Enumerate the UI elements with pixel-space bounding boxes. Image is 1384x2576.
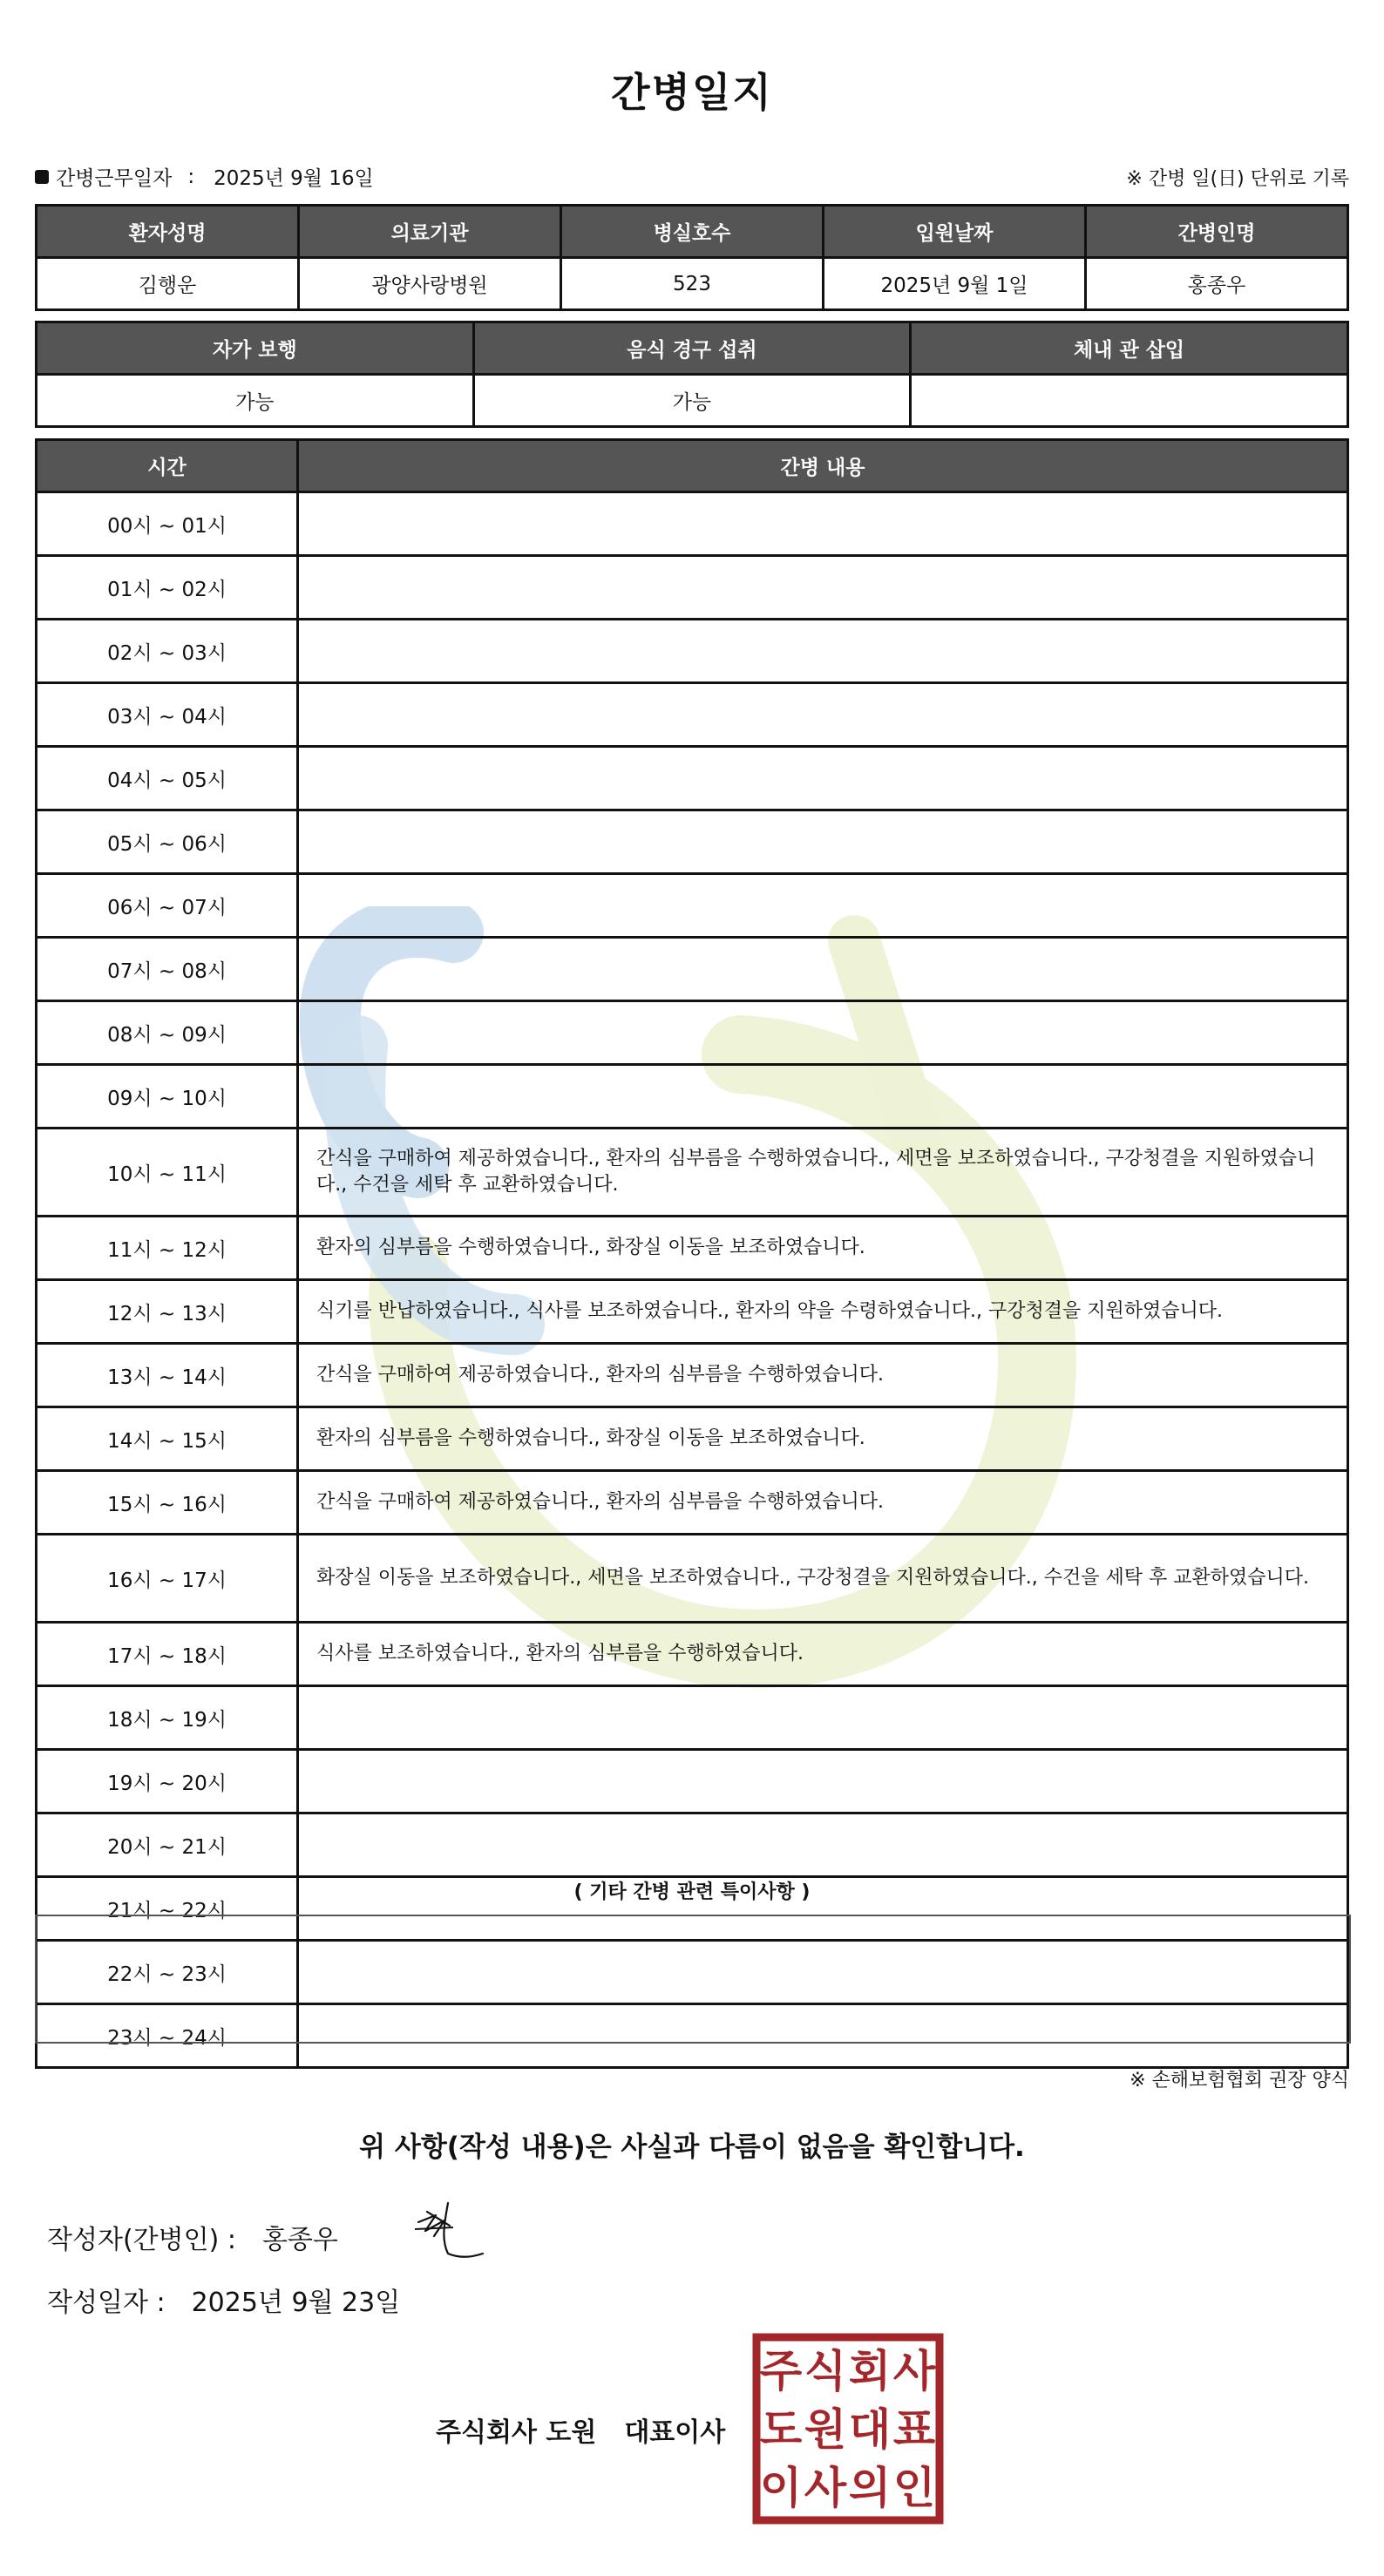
log-time-cell: 07시 ~ 08시 bbox=[37, 938, 298, 1001]
seal-glyph: 인 bbox=[892, 2463, 936, 2513]
seal-glyph: 사 bbox=[804, 2463, 847, 2513]
log-row bbox=[37, 1129, 1348, 1217]
patient-status-table bbox=[35, 321, 1349, 428]
log-content-cell: 간식을 구매하여 제공하였습니다., 환자의 심부름을 수행하였습니다. bbox=[298, 1471, 1348, 1535]
representative-title: 대표이사 bbox=[624, 2417, 726, 2448]
log-time-cell: 17시 ~ 18시 bbox=[37, 1623, 298, 1686]
seal-glyph: 회 bbox=[848, 2346, 892, 2396]
seal-glyph: 대 bbox=[848, 2404, 892, 2455]
patient-info-header-row bbox=[37, 206, 1348, 258]
seal-glyph: 원 bbox=[804, 2404, 847, 2455]
header-room-number: 병실호수 bbox=[561, 206, 824, 258]
seal-glyph: 식 bbox=[804, 2346, 847, 2396]
log-row bbox=[37, 1001, 1348, 1065]
log-time-cell: 03시 ~ 04시 bbox=[37, 683, 298, 747]
confirmation-statement: 위 사항(작성 내용)은 사실과 다름이 없음을 확인합니다. bbox=[359, 2132, 1025, 2163]
log-time-cell: 21시 ~ 22시 bbox=[37, 1877, 298, 1941]
writer-name: 홍종우 bbox=[261, 2225, 338, 2255]
header-time: 시간 bbox=[37, 440, 298, 492]
log-content-cell bbox=[298, 810, 1348, 874]
log-time-cell: 00시 ~ 01시 bbox=[37, 492, 298, 556]
caregiver-name: 홍종우 bbox=[1086, 258, 1348, 310]
header-caregiver-name: 간병인명 bbox=[1086, 206, 1348, 258]
patient-info-table bbox=[35, 204, 1349, 311]
log-content-cell bbox=[298, 1001, 1348, 1065]
log-time-cell: 09시 ~ 10시 bbox=[37, 1065, 298, 1129]
log-row bbox=[37, 1344, 1348, 1407]
work-date-separator: : bbox=[187, 165, 195, 188]
written-date-value: 2025년 9월 23일 bbox=[191, 2288, 401, 2318]
log-content-cell: 환자의 심부름을 수행하였습니다., 화장실 이동을 보조하였습니다. bbox=[298, 1217, 1348, 1280]
log-row bbox=[37, 1813, 1348, 1877]
seal-glyph: 사 bbox=[892, 2346, 936, 2396]
log-time-cell: 16시 ~ 17시 bbox=[37, 1535, 298, 1623]
log-time-cell: 08시 ~ 09시 bbox=[37, 1001, 298, 1065]
log-row bbox=[37, 620, 1348, 683]
room-number: 523 bbox=[561, 258, 824, 310]
special-notes-title: ( 기타 간병 관련 특이사항 ) bbox=[573, 1881, 811, 1903]
log-time-cell: 23시 ~ 24시 bbox=[37, 2004, 298, 2068]
log-time-cell: 13시 ~ 14시 bbox=[37, 1344, 298, 1407]
log-row bbox=[37, 1623, 1348, 1686]
writer-row bbox=[47, 2218, 338, 2256]
log-row bbox=[37, 683, 1348, 747]
header-hospital: 의료기관 bbox=[299, 206, 561, 258]
log-row bbox=[37, 1686, 1348, 1750]
log-content-cell bbox=[298, 556, 1348, 620]
company-seal-stamp bbox=[751, 2332, 945, 2525]
log-time-cell: 20시 ~ 21시 bbox=[37, 1813, 298, 1877]
log-row bbox=[37, 556, 1348, 620]
log-time-cell: 06시 ~ 07시 bbox=[37, 874, 298, 938]
log-body bbox=[37, 492, 1348, 2068]
unit-note: ※ 간병 일(日) 단위로 기록 bbox=[1126, 168, 1349, 190]
log-content-cell bbox=[298, 620, 1348, 683]
recommend-note: ※ 손해보험협회 권장 양식 bbox=[1130, 2070, 1349, 2091]
log-row bbox=[37, 1471, 1348, 1535]
work-date-label: 간병근무일자 bbox=[56, 167, 173, 190]
log-content-cell: 간식을 구매하여 제공하였습니다., 환자의 심부름을 수행하였습니다. bbox=[298, 1344, 1348, 1407]
self-walking-value: 가능 bbox=[37, 375, 474, 427]
log-row bbox=[37, 1217, 1348, 1280]
header-self-walking: 자가 보행 bbox=[37, 322, 474, 375]
log-content-cell bbox=[298, 1065, 1348, 1129]
log-content-cell bbox=[298, 938, 1348, 1001]
work-date-value: 2025년 9월 16일 bbox=[214, 167, 374, 190]
work-date-row bbox=[35, 162, 374, 191]
log-time-cell: 15시 ~ 16시 bbox=[37, 1471, 298, 1535]
seal-glyph: 이 bbox=[759, 2463, 803, 2513]
log-row bbox=[37, 1750, 1348, 1813]
log-content-cell bbox=[298, 874, 1348, 938]
bullet-square-icon bbox=[35, 170, 49, 184]
special-notes-box bbox=[35, 1915, 1351, 2044]
tube-insertion-value bbox=[911, 375, 1348, 427]
hourly-care-log-table bbox=[35, 438, 1349, 2069]
log-time-cell: 04시 ~ 05시 bbox=[37, 747, 298, 810]
log-time-cell: 22시 ~ 23시 bbox=[37, 1941, 298, 2004]
log-row bbox=[37, 1280, 1348, 1344]
log-content-cell: 간식을 구매하여 제공하였습니다., 환자의 심부름을 수행하였습니다., 세면을 보조하였습니다., 구강청결을 지원하였습니다., 수건을 세탁 후 교환하였습니다. bbox=[298, 1129, 1348, 1217]
seal-glyph: 표 bbox=[892, 2404, 936, 2455]
log-time-cell: 01시 ~ 02시 bbox=[37, 556, 298, 620]
log-row bbox=[37, 810, 1348, 874]
log-time-cell: 19시 ~ 20시 bbox=[37, 1750, 298, 1813]
log-content-cell bbox=[298, 1750, 1348, 1813]
log-row bbox=[37, 938, 1348, 1001]
log-content-cell bbox=[298, 1686, 1348, 1750]
log-time-cell: 11시 ~ 12시 bbox=[37, 1217, 298, 1280]
header-tube-insertion: 체내 관 삽입 bbox=[911, 322, 1348, 375]
seal-glyph: 도 bbox=[759, 2404, 803, 2455]
patient-status-value-row bbox=[37, 375, 1348, 427]
log-row bbox=[37, 1407, 1348, 1471]
log-content-cell bbox=[298, 492, 1348, 556]
hospital-name: 광양사랑병원 bbox=[299, 258, 561, 310]
written-date-label: 작성일자 : bbox=[47, 2288, 166, 2318]
log-content-cell bbox=[298, 1813, 1348, 1877]
log-time-cell: 18시 ~ 19시 bbox=[37, 1686, 298, 1750]
log-content-cell bbox=[298, 683, 1348, 747]
patient-status-header-row bbox=[37, 322, 1348, 375]
document-title: 간병일지 bbox=[611, 69, 773, 116]
header-patient-name: 환자성명 bbox=[37, 206, 299, 258]
oral-intake-value: 가능 bbox=[473, 375, 911, 427]
patient-name: 김행운 bbox=[37, 258, 299, 310]
header-care-content: 간병 내용 bbox=[298, 440, 1348, 492]
company-row bbox=[436, 2410, 725, 2449]
log-content-cell: 식기를 반납하였습니다., 식사를 보조하였습니다., 환자의 약을 수령하였습니다., 구강청결을 지원하였습니다. bbox=[298, 1280, 1348, 1344]
company-name: 주식회사 도원 bbox=[436, 2417, 597, 2448]
header-admission-date: 입원날짜 bbox=[824, 206, 1086, 258]
signature-image bbox=[410, 2196, 497, 2266]
patient-info-value-row bbox=[37, 258, 1348, 310]
admission-date: 2025년 9월 1일 bbox=[824, 258, 1086, 310]
log-content-cell bbox=[298, 747, 1348, 810]
log-time-cell: 14시 ~ 15시 bbox=[37, 1407, 298, 1471]
log-row bbox=[37, 1535, 1348, 1623]
log-time-cell: 10시 ~ 11시 bbox=[37, 1129, 298, 1217]
log-content-cell: 환자의 심부름을 수행하였습니다., 화장실 이동을 보조하였습니다. bbox=[298, 1407, 1348, 1471]
log-header-row bbox=[37, 440, 1348, 492]
log-row bbox=[37, 747, 1348, 810]
log-row bbox=[37, 874, 1348, 938]
written-date-row bbox=[47, 2281, 400, 2319]
seal-glyph: 의 bbox=[848, 2463, 892, 2513]
log-content-cell: 화장실 이동을 보조하였습니다., 세면을 보조하였습니다., 구강청결을 지원하였습니다., 수건을 세탁 후 교환하였습니다. bbox=[298, 1535, 1348, 1623]
seal-glyph: 주 bbox=[759, 2346, 803, 2396]
log-content-cell: 식사를 보조하였습니다., 환자의 심부름을 수행하였습니다. bbox=[298, 1623, 1348, 1686]
log-row bbox=[37, 1065, 1348, 1129]
log-time-cell: 12시 ~ 13시 bbox=[37, 1280, 298, 1344]
header-oral-intake: 음식 경구 섭취 bbox=[473, 322, 911, 375]
log-row bbox=[37, 492, 1348, 556]
log-time-cell: 05시 ~ 06시 bbox=[37, 810, 298, 874]
writer-label: 작성자(간병인) : bbox=[47, 2225, 236, 2255]
log-time-cell: 02시 ~ 03시 bbox=[37, 620, 298, 683]
